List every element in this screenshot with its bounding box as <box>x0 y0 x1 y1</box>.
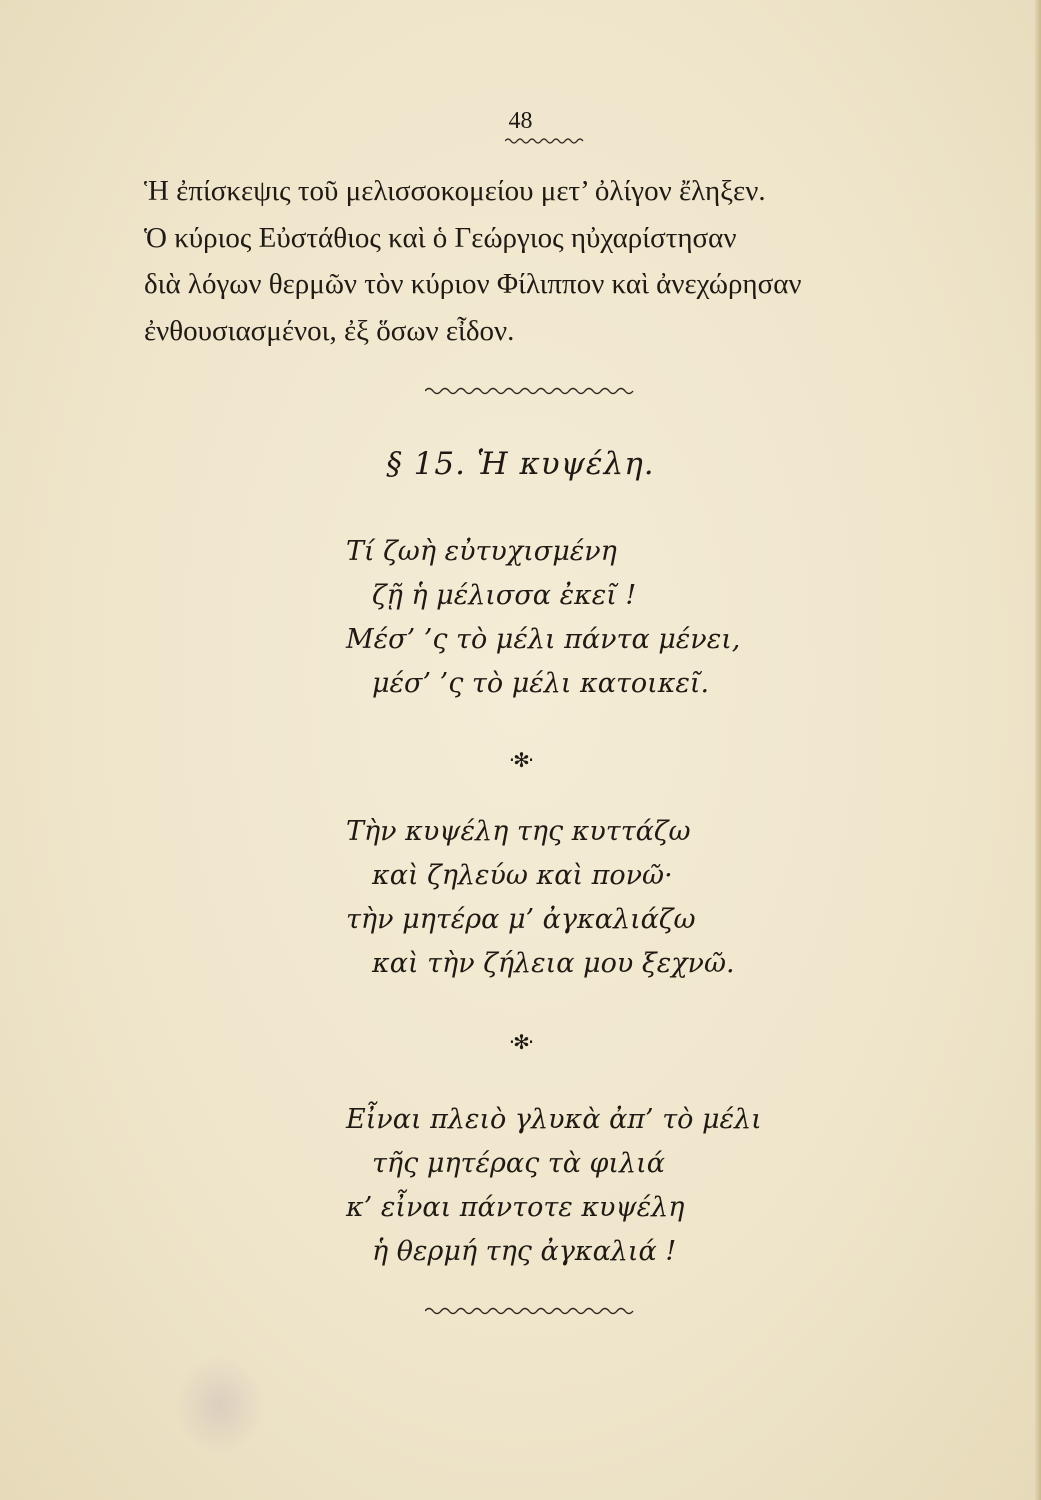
poem-stanza-2 <box>0 810 1041 986</box>
page-number-underline <box>505 136 585 146</box>
verse-line: Τὴν κυψέλη της κυττάζω <box>346 816 691 847</box>
prose-line: Ἡ ἐπίσκεψις τοῦ μελισσοκομείου μετ’ ὀλίγον ἔληξεν. <box>144 175 766 207</box>
verse-line: ζῇ ἡ μέλισσα ἐκεῖ ! <box>372 580 637 611</box>
stanza-ornament: ·✻· <box>508 1030 533 1054</box>
verse-line: καὶ ζηλεύω καὶ πονῶ· <box>372 860 673 891</box>
verse-line: καὶ τὴν ζήλεια μου ξεχνῶ. <box>372 948 735 979</box>
verse-line: κ’ εἶναι πάντοτε κυψέλη <box>346 1192 685 1223</box>
prose-line: ἐνθουσιασμένοι, ἐξ ὅσων εἶδον. <box>144 314 515 347</box>
verse-line: ἡ θερμή της ἀγκαλιά ! <box>372 1236 677 1267</box>
stanza-ornament: ·✻· <box>508 748 533 772</box>
verse-line: τῆς μητέρας τὰ φιλιά <box>372 1148 665 1179</box>
verse-line: Τί ζωὴ εὐτυχισμένη <box>346 536 617 567</box>
poem-stanza-3 <box>0 1098 1041 1274</box>
verse-line: μέσ’ ’ς τὸ μέλι κατοικεῖ. <box>372 668 710 699</box>
prose-line: διὰ λόγων θερμῶν τὸν κύριον Φίλιππον καὶ ἀνεχώρησαν <box>144 268 802 300</box>
section-heading: § 15. Ἡ κυψέλη. <box>386 446 655 482</box>
poem-stanza-1 <box>0 530 1041 706</box>
paper-stain <box>175 1355 265 1455</box>
prose-paragraph <box>144 168 924 354</box>
verse-line: Μέσ’ ’ς τὸ μέλι πάντα μένει, <box>346 624 741 655</box>
section-divider-top <box>425 385 637 397</box>
verse-line: Εἶναι πλειὸ γλυκὰ ἀπ’ τὸ μέλι <box>346 1104 762 1135</box>
page-number: 48 <box>508 108 533 134</box>
verse-line: τὴν μητέρα μ’ ἀγκαλιάζω <box>346 904 696 935</box>
prose-line: Ὁ κύριος Εὐστάθιος καὶ ὁ Γεώργιος ηὐχαρίστησαν <box>144 221 737 254</box>
section-divider-bottom <box>425 1305 637 1317</box>
